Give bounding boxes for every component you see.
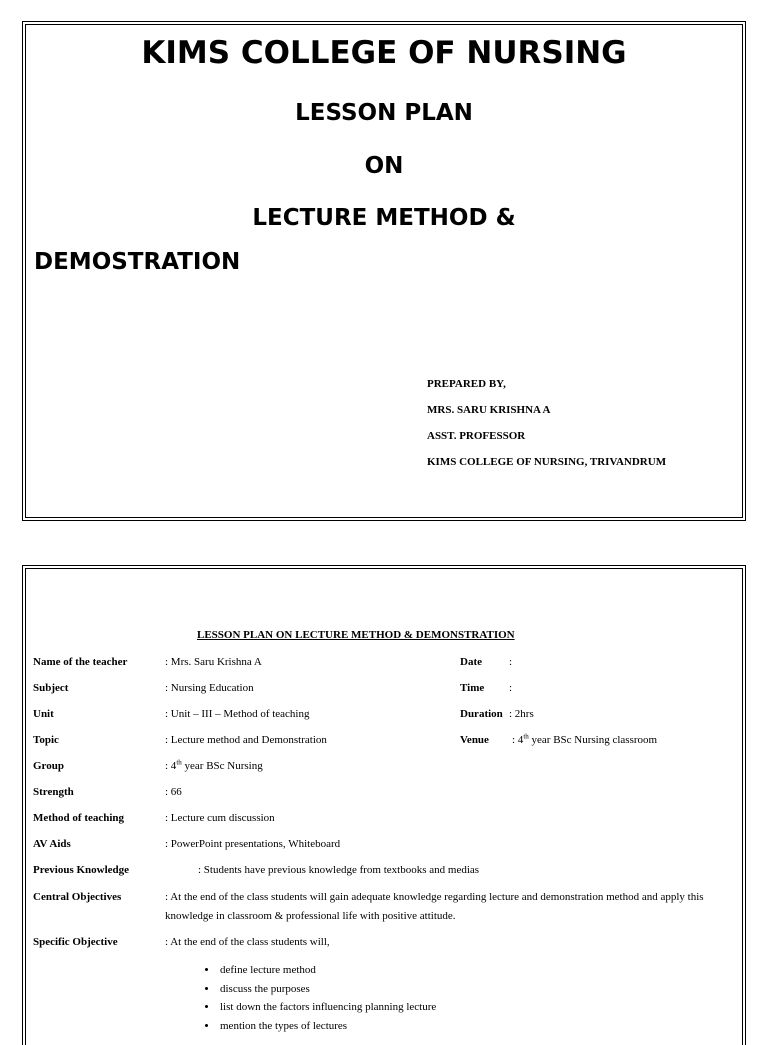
value-strength: : 66 (165, 786, 182, 798)
label-topic: Topic (33, 734, 59, 746)
value-previous-knowledge: : Students have previous knowledge from textbooks and medias (198, 864, 480, 876)
label-strength: Strength (33, 786, 74, 798)
teacher-institution: KIMS COLLEGE OF NURSING, TRIVANDRUM (427, 456, 667, 468)
value-topic: : Lecture method and Demonstration (165, 734, 327, 746)
label-venue: Venue (460, 734, 489, 746)
value-venue: : 4th year BSc Nursing classroom (512, 732, 658, 746)
label-teacher: Name of the teacher (33, 656, 128, 668)
teacher-name: MRS. SARU KRISHNA A (427, 404, 551, 416)
college-title: KIMS COLLEGE OF NURSING (141, 35, 627, 71)
value-duration: : 2hrs (509, 708, 534, 720)
label-time: Time (460, 682, 485, 694)
value-time: : (509, 682, 513, 694)
value-unit: : Unit – III – Method of teaching (165, 708, 310, 720)
list-item: • define lecture method (218, 961, 436, 980)
list-item: • list down the factors influencing planning lecture (218, 998, 436, 1017)
list-item: • discuss the purposes (218, 980, 436, 999)
value-method: : Lecture cum discussion (165, 812, 275, 824)
value-group: : 4th year BSc Nursing (165, 758, 263, 772)
on-heading: ON (364, 153, 404, 179)
central-objective-line1: : At the end of the class students will gain adequate knowledge regarding lecture and demonstration method and apply this (165, 891, 704, 903)
value-av-aids: : PowerPoint presentations, Whiteboard (165, 838, 341, 850)
label-duration: Duration (460, 708, 503, 720)
central-objective-line2: knowledge in classroom & professional life with positive attitude. (165, 910, 456, 922)
label-subject: Subject (33, 682, 69, 694)
teacher-designation: ASST. PROFESSOR (427, 430, 526, 442)
label-central-objectives: Central Objectives (33, 891, 122, 903)
topic-heading-line2: DEMOSTRATION (34, 249, 241, 275)
label-previous-knowledge: Previous Knowledge (33, 864, 130, 876)
label-unit: Unit (33, 708, 54, 720)
value-teacher: : Mrs. Saru Krishna A (165, 656, 262, 668)
cover-page (22, 21, 746, 521)
list-item: • mention the types of lectures (218, 1017, 436, 1036)
value-subject: : Nursing Education (165, 682, 254, 694)
label-date: Date (460, 656, 482, 668)
label-group: Group (33, 760, 64, 772)
specific-objective-intro: : At the end of the class students will, (165, 936, 330, 948)
value-date: : (509, 656, 513, 668)
topic-heading-line1: LECTURE METHOD & (252, 205, 516, 231)
lesson-plan-heading: LESSON PLAN (295, 100, 473, 126)
lesson-plan-title: LESSON PLAN ON LECTURE METHOD & DEMONSTRATION (197, 629, 515, 641)
label-av-aids: AV Aids (33, 838, 71, 850)
label-specific-objective: Specific Objective (33, 936, 118, 948)
label-method: Method of teaching (33, 812, 125, 824)
prepared-by-label: PREPARED BY, (427, 378, 506, 390)
lesson-plan-page (22, 565, 746, 1045)
